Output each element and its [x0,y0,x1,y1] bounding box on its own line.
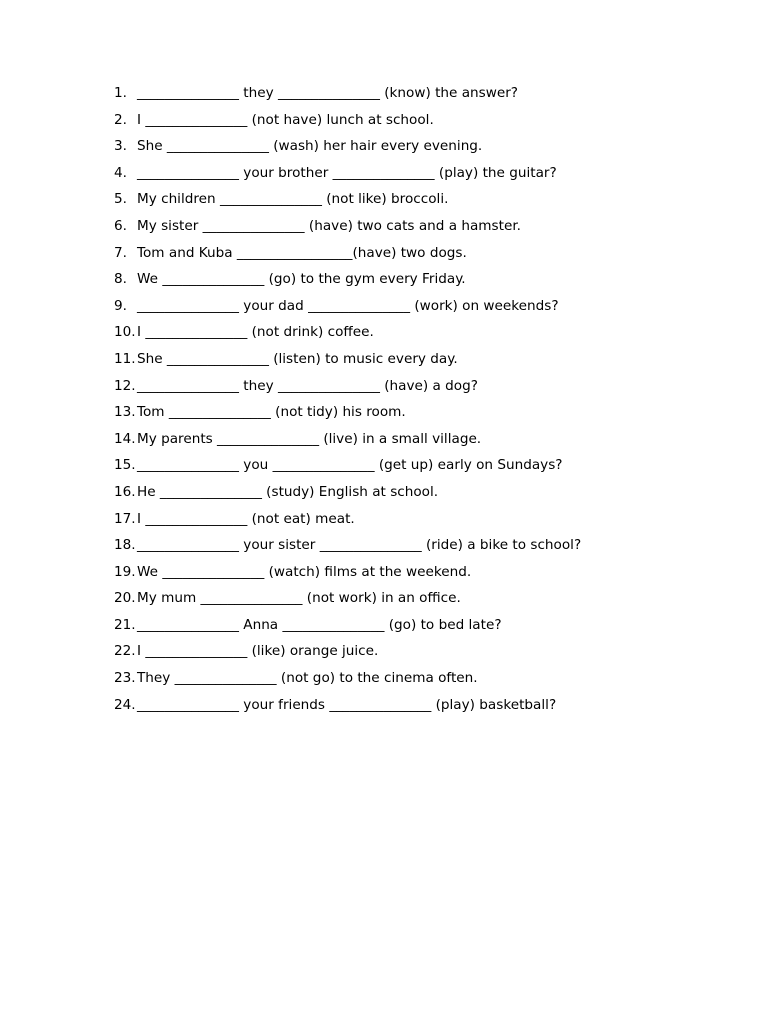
exercise-item-18 [114,535,581,562]
item-number: 19. [114,563,136,580]
item-text: They _______________ (not go) to the cinema often. [137,670,478,687]
item-text: _______________ you _______________ (get up) early on Sundays? [137,457,563,474]
item-number: 21. [114,616,136,633]
exercise-item-17 [114,509,581,536]
item-number: 10. [114,324,136,341]
item-text: I _______________ (not have) lunch at school. [137,111,434,128]
item-number: 9. [114,297,127,314]
item-text: My parents _______________ (live) in a small village. [137,430,482,447]
exercise-item-21 [114,615,581,642]
item-text: I _______________ (not drink) coffee. [137,324,374,341]
item-number: 14. [114,430,136,447]
exercise-item-10 [114,322,581,349]
exercise-item-6 [114,216,581,243]
item-text: Tom and Kuba _________________(have) two dogs. [137,244,467,261]
item-text: _______________ your brother _______________ (play) the guitar? [137,164,557,181]
item-number: 15. [114,457,136,474]
item-text: _______________ your dad _______________ (work) on weekends? [137,297,559,314]
item-number: 6. [114,217,127,234]
item-number: 2. [114,111,127,128]
item-text: We _______________ (watch) films at the weekend. [137,563,472,580]
exercise-item-8 [114,269,581,296]
exercise-item-7 [114,243,581,270]
exercise-item-19 [114,562,581,589]
item-number: 8. [114,271,127,288]
exercise-item-12 [114,376,581,403]
item-number: 16. [114,483,136,500]
item-number: 7. [114,244,127,261]
exercise-item-22 [114,641,581,668]
item-number: 24. [114,696,136,713]
item-text: _______________ they _______________ (know) the answer? [137,85,519,101]
exercise-item-23 [114,668,581,695]
item-text: _______________ Anna _______________ (go) to bed late? [137,616,502,633]
exercise-item-16 [114,482,581,509]
item-number: 17. [114,510,136,527]
item-text: She _______________ (listen) to music every day. [137,350,458,367]
item-text: She _______________ (wash) her hair every evening. [137,138,483,155]
item-number: 11. [114,350,136,367]
exercise-item-24 [114,695,581,722]
exercise-item-1 [114,83,581,110]
exercise-item-13 [114,402,581,429]
exercise-item-2 [114,110,581,137]
item-text: _______________ your friends _______________ (play) basketball? [137,696,557,713]
item-number: 1. [114,85,127,101]
item-number: 13. [114,404,136,421]
item-text: He _______________ (study) English at school. [137,483,439,500]
exercise-list [114,83,581,721]
item-text: My sister _______________ (have) two cats and a hamster. [137,217,521,234]
item-text: _______________ they _______________ (have) a dog? [137,377,478,394]
item-number: 5. [114,191,127,208]
exercise-item-14 [114,429,581,456]
item-number: 23. [114,670,136,687]
item-text: I _______________ (like) orange juice. [137,643,379,660]
exercise-item-4 [114,163,581,190]
item-text: Tom _______________ (not tidy) his room. [137,404,406,421]
item-text: _______________ your sister _______________ (ride) a bike to school? [137,537,582,554]
item-number: 12. [114,377,136,394]
exercise-item-15 [114,455,581,482]
exercise-item-9 [114,296,581,323]
item-text: My children _______________ (not like) broccoli. [137,191,449,208]
item-number: 18. [114,537,136,554]
exercise-item-3 [114,136,581,163]
item-number: 3. [114,138,127,155]
item-number: 20. [114,590,136,607]
item-text: My mum _______________ (not work) in an office. [137,590,461,607]
item-text: We _______________ (go) to the gym every Friday. [137,271,466,288]
exercise-item-5 [114,189,581,216]
item-number: 22. [114,643,136,660]
item-text: I _______________ (not eat) meat. [137,510,355,527]
item-number: 4. [114,164,127,181]
exercise-item-20 [114,588,581,615]
exercise-item-11 [114,349,581,376]
